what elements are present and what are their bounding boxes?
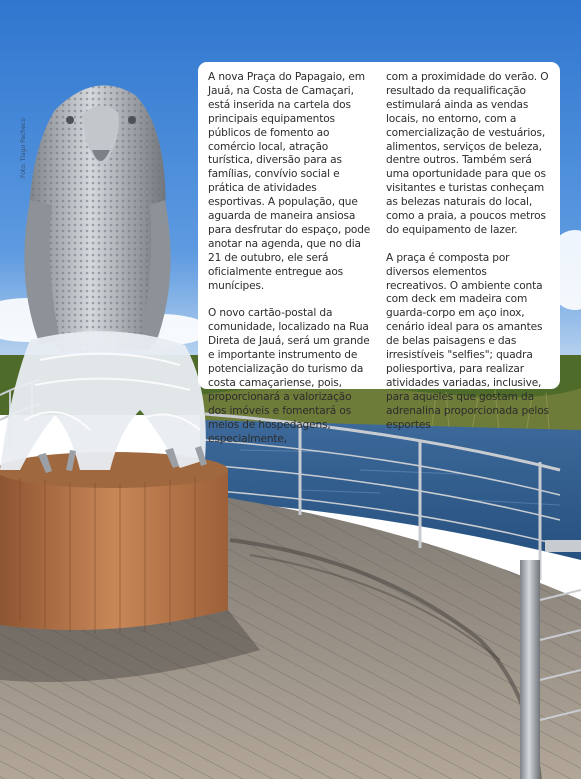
article-paragraph: O novo cartão-postal da comunidade, localizado na Rua Direta de Jauá, será um grande e importante instrumento de potencialização do turismo da costa camaçariense, pois, proporcionará a valorização dos imóveis e fomentará os meios de hospedagens, especialmente, <box>208 307 370 445</box>
photo-credit: Foto: Tiago Pacheco <box>20 118 27 178</box>
article-paragraph: A nova Praça do Papagaio, em Jauá, na Costa de Camaçari, está inserida na cartela dos principais equipamentos públicos de fomento ao comércio local, atração turística, diversão para as famílias, convívio social e prática de atividades esportivas. A população, que aguarda de maneira ansiosa para desfrutar do espaço, pode anotar na agenda, que no dia 21 de outubro, ele será oficialmente entregue aos munícipes. <box>208 71 371 292</box>
article-text-card <box>198 62 560 445</box>
article-column-2 <box>386 71 550 431</box>
article-paragraph: com a proximidade do verão. O resultado da requalificação estimulará ainda as vendas locais, no entorno, com a comercialização de vestuários, alimentos, serviços de beleza, dentre outros. Também será uma oportunidade para que os visitantes e turistas conheçam as belezas naturais do local, como a praia, a poucos metros do equipamento de lazer. <box>386 71 549 236</box>
article-column-1 <box>208 71 372 445</box>
article-paragraph: A praça é composta por diversos elementos recreativos. O ambiente conta com deck em madeira com guarda-corpo em aço inox, cenário ideal para os amantes de belas paisagens e das irresistíveis "selfies"; quadra poliesportiva, para realizar atividades variadas, inclusive, para aqueles que gostam da adrenalina proporcionada pelos esportes <box>386 251 549 431</box>
